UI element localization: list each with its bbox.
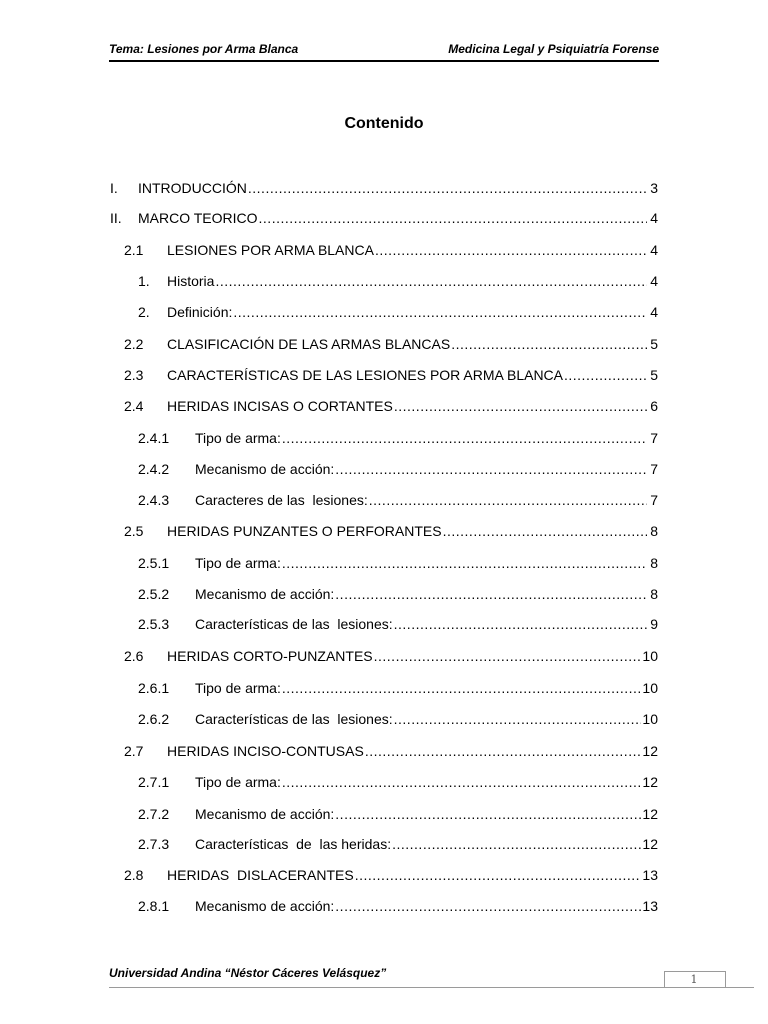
toc-dot-leader (335, 461, 647, 477)
page-number-box-line (664, 987, 754, 988)
toc-dot-leader (374, 648, 642, 664)
toc-entry-label: Tipo de arma: (195, 430, 281, 446)
toc-entry[interactable] (110, 648, 658, 668)
toc-dot-leader (394, 398, 647, 414)
toc-entry[interactable] (110, 616, 658, 636)
toc-entry-label: Mecanismo de acción: (195, 806, 335, 822)
toc-entry-label: Características de las lesiones: (195, 616, 393, 632)
toc-entry-label: CLASIFICACIÓN DE LAS ARMAS BLANCAS (167, 336, 451, 352)
toc-entry-label: Tipo de arma: (195, 774, 281, 790)
toc-entry-number: 2. (138, 304, 150, 320)
toc-dot-leader (564, 367, 647, 383)
toc-entry[interactable] (110, 806, 658, 826)
toc-dot-leader (375, 242, 647, 258)
toc-entry[interactable] (110, 336, 658, 356)
toc-entry-number: 2.6.2 (138, 711, 170, 727)
toc-entry-number: 2.4.3 (138, 492, 170, 508)
toc-entry-number: 2.5.1 (138, 555, 170, 571)
toc-entry-number: 1. (138, 273, 150, 289)
toc-entry[interactable] (110, 680, 658, 700)
header-course: Medicina Legal y Psiquiatría Forense (448, 42, 659, 56)
toc-entry-page: 6 (650, 398, 658, 414)
footer-divider (109, 987, 664, 988)
toc-dot-leader (394, 616, 647, 632)
toc-entry-page: 4 (650, 273, 658, 289)
toc-entry[interactable] (110, 743, 658, 763)
toc-dot-leader (282, 555, 647, 571)
toc-entry-label: Historia (167, 273, 215, 289)
toc-entry[interactable] (110, 555, 658, 575)
toc-entry-label: CARACTERÍSTICAS DE LAS LESIONES POR ARMA BLANCA (167, 367, 563, 383)
toc-entry-label: HERIDAS INCISAS O CORTANTES (167, 398, 393, 414)
toc-entry[interactable] (110, 774, 658, 794)
toc-entry-page: 10 (642, 680, 658, 696)
toc-entry-page: 13 (642, 867, 658, 883)
page-header (109, 42, 659, 62)
toc-entry[interactable] (110, 273, 658, 293)
toc-entry[interactable] (110, 867, 658, 887)
toc-entry-label: Tipo de arma: (195, 555, 281, 571)
toc-entry-number: 2.4.1 (138, 430, 170, 446)
toc-entry[interactable] (110, 711, 658, 731)
toc-entry-label: INTRODUCCIÓN (138, 180, 247, 196)
toc-entry-number: 2.7.2 (138, 806, 170, 822)
toc-entry-number: 2.8 (124, 867, 144, 883)
toc-entry-page: 8 (650, 523, 658, 539)
toc-entry[interactable] (110, 492, 658, 512)
toc-entry-number: 2.2 (124, 336, 144, 352)
toc-entry-number: II. (110, 210, 122, 226)
toc-dot-leader (233, 304, 647, 320)
toc-entry-label: HERIDAS PUNZANTES O PERFORANTES (167, 523, 442, 539)
toc-entry-page: 4 (650, 242, 658, 258)
toc-entry-page: 7 (650, 461, 658, 477)
toc-entry[interactable] (110, 836, 658, 856)
toc-entry[interactable] (110, 242, 658, 262)
toc-entry-page: 3 (650, 180, 658, 196)
toc-entry-number: I. (110, 180, 118, 196)
toc-dot-leader (355, 867, 642, 883)
page-title: Contenido (344, 115, 424, 132)
toc-entry-label: Mecanismo de acción: (195, 898, 335, 914)
toc-entry-page: 13 (642, 898, 658, 914)
toc-entry-label: Mecanismo de acción: (195, 586, 335, 602)
toc-entry[interactable] (110, 586, 658, 606)
toc-entry-number: 2.4 (124, 398, 144, 414)
toc-entry-page: 7 (650, 492, 658, 508)
toc-entry-page: 5 (650, 336, 658, 352)
toc-entry-number: 2.6 (124, 648, 144, 664)
toc-entry-label: Características de las lesiones: (195, 711, 393, 727)
footer-university: Universidad Andina “Néstor Cáceres Velásquez” (109, 966, 387, 980)
toc-entry-label: HERIDAS DISLACERANTES (167, 867, 354, 883)
toc-entry-number: 2.5.3 (138, 616, 170, 632)
toc-dot-leader (335, 806, 641, 822)
toc-entry-number: 2.7.1 (138, 774, 170, 790)
toc-dot-leader (215, 273, 647, 289)
toc-entry-number: 2.4.2 (138, 461, 170, 477)
toc-entry-label: MARCO TEORICO (138, 210, 258, 226)
header-topic: Tema: Lesiones por Arma Blanca (109, 42, 299, 56)
toc-entry-label: HERIDAS INCISO-CONTUSAS (167, 743, 364, 759)
toc-entry-label: Tipo de arma: (195, 680, 281, 696)
toc-entry-page: 5 (650, 367, 658, 383)
toc-entry-page: 12 (642, 743, 658, 759)
toc-entry[interactable] (110, 304, 658, 324)
toc-entry-label: HERIDAS CORTO-PUNZANTES (167, 648, 373, 664)
toc-entry-number: 2.5.2 (138, 586, 170, 602)
toc-entry[interactable] (110, 430, 658, 450)
toc-entry-page: 12 (642, 774, 658, 790)
toc-entry[interactable] (110, 461, 658, 481)
toc-entry[interactable] (110, 180, 658, 200)
toc-entry-number: 2.7 (124, 743, 144, 759)
toc-entry[interactable] (110, 210, 658, 230)
toc-dot-leader (451, 336, 647, 352)
toc-entry-page: 12 (642, 836, 658, 852)
toc-entry-page: 8 (650, 555, 658, 571)
toc-entry-page: 8 (650, 586, 658, 602)
toc-entry-number: 2.3 (124, 367, 144, 383)
page-number: 1 (690, 973, 698, 986)
toc-dot-leader (282, 430, 647, 446)
toc-entry-label: Caracteres de las lesiones: (195, 492, 368, 508)
toc-entry-page: 10 (642, 711, 658, 727)
toc-dot-leader (392, 836, 641, 852)
toc-dot-leader (282, 774, 642, 790)
toc-entry[interactable] (110, 367, 658, 387)
toc-entry-page: 7 (650, 430, 658, 446)
toc-entry-label: Mecanismo de acción: (195, 461, 335, 477)
toc-entry-page: 9 (650, 616, 658, 632)
toc-entry-number: 2.7.3 (138, 836, 170, 852)
toc-dot-leader (335, 586, 647, 602)
toc-entry-label: Definición: (167, 304, 233, 320)
toc-entry-label: Características de las heridas: (195, 836, 392, 852)
toc-dot-leader (248, 180, 647, 196)
toc-entry[interactable] (110, 523, 658, 543)
toc-dot-leader (369, 492, 647, 508)
toc-entry[interactable] (110, 898, 658, 918)
toc-dot-leader (365, 743, 642, 759)
toc-entry-number: 2.6.1 (138, 680, 170, 696)
toc-dot-leader (394, 711, 642, 727)
toc-entry-page: 4 (650, 304, 658, 320)
toc-entry-number: 2.5 (124, 523, 144, 539)
toc-dot-leader (443, 523, 647, 539)
toc-entry-label: LESIONES POR ARMA BLANCA (167, 242, 374, 258)
toc-entry-page: 12 (642, 806, 658, 822)
toc-dot-leader (259, 210, 647, 226)
toc-entry[interactable] (110, 398, 658, 418)
toc-dot-leader (335, 898, 641, 914)
toc-dot-leader (282, 680, 642, 696)
toc-entry-page: 10 (642, 648, 658, 664)
toc-entry-number: 2.1 (124, 242, 144, 258)
toc-entry-page: 4 (650, 210, 658, 226)
toc-entry-number: 2.8.1 (138, 898, 170, 914)
